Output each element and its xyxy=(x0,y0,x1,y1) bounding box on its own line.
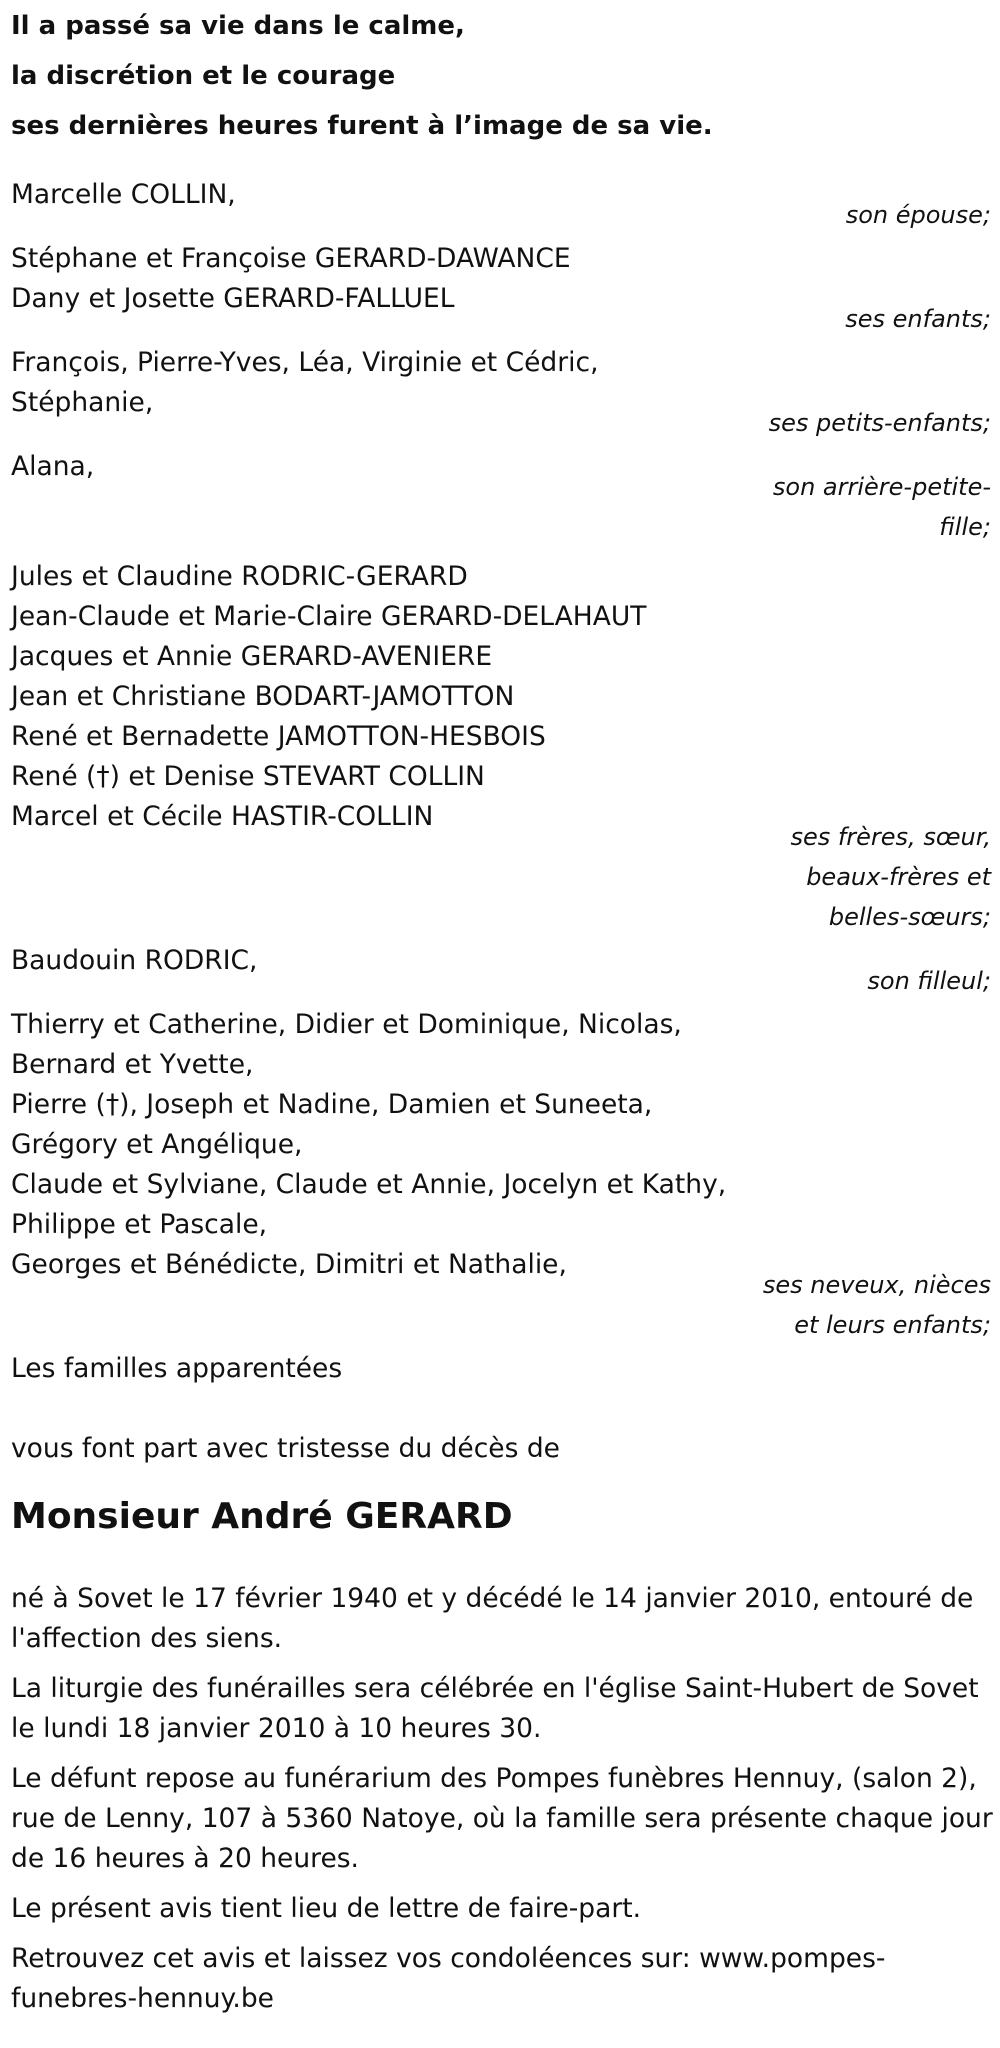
announcement xyxy=(11,1429,1000,1469)
deceased-name: Monsieur André GERARD xyxy=(11,1496,513,1537)
birth-death-paragraph: né à Sovet le 17 février 1940 et y décédé le 14 janvier 2010, entouré de l'affection des siens. xyxy=(11,1583,974,1654)
family-line: Jules et Claudine RODRIC-GERARD xyxy=(11,561,468,592)
epigraph-line: Il a passé sa vie dans le calme, xyxy=(11,11,465,41)
related-families-text: Les familles apparentées xyxy=(11,1353,343,1384)
relation-label: ses enfants; xyxy=(845,305,991,333)
family-line: Baudouin RODRIC, xyxy=(11,945,258,976)
group-children xyxy=(11,239,1000,339)
family-line: Stéphanie, xyxy=(11,387,154,418)
family-line: René (†) et Denise STEVART COLLIN xyxy=(11,761,485,792)
relation-label: ses petits-enfants; xyxy=(768,409,991,437)
relation-label: ses frères, sœur, xyxy=(790,823,991,851)
group-great-grandchild xyxy=(11,447,1000,547)
announcement-text: vous font part avec tristesse du décès de xyxy=(11,1433,560,1464)
relation-label: belles-sœurs; xyxy=(828,903,991,931)
epigraph xyxy=(11,1,1000,151)
family-line: Marcelle COLLIN, xyxy=(11,179,236,210)
family-line: Dany et Josette GERARD-FALLUEL xyxy=(11,283,455,314)
family-line: Thierry et Catherine, Didier et Dominique, Nicolas, xyxy=(11,1009,682,1040)
family-line: François, Pierre-Yves, Léa, Virginie et Cédric, xyxy=(11,347,599,378)
visitation-paragraph: Le défunt repose au funérarium des Pompes funèbres Hennuy, (salon 2), rue de Lenny, 107 à 5360 Natoye, où la famille sera présente chaque jour de 16 heures à 20 heures. xyxy=(11,1763,993,1874)
relation-label: son filleul; xyxy=(867,967,991,995)
epigraph-line: ses dernières heures furent à l’image de sa vie. xyxy=(11,111,713,141)
family-line: Jacques et Annie GERARD-AVENIERE xyxy=(11,641,493,672)
family-line: Alana, xyxy=(11,451,95,482)
relation-label: fille; xyxy=(939,513,991,541)
family-line: René et Bernadette JAMOTTON-HESBOIS xyxy=(11,721,546,752)
relation-label: beaux-frères et xyxy=(806,863,991,891)
relation-label: ses neveux, nièces xyxy=(762,1271,991,1299)
family-line: Jean et Christiane BODART-JAMOTTON xyxy=(11,681,515,712)
family-line: Marcel et Cécile HASTIR-COLLIN xyxy=(11,801,434,832)
group-siblings xyxy=(11,557,1000,937)
relation-label: son épouse; xyxy=(845,201,991,229)
family-line: Grégory et Angélique, xyxy=(11,1129,303,1160)
funeral-paragraph: La liturgie des funérailles sera célébrée en l'église Saint-Hubert de Sovet le lundi 18 janvier 2010 à 10 heures 30. xyxy=(11,1673,979,1744)
family-line: Stéphane et Françoise GERARD-DAWANCE xyxy=(11,243,571,274)
family-line: Philippe et Pascale, xyxy=(11,1209,268,1240)
related-families xyxy=(11,1349,1000,1389)
condolences-paragraph: Retrouvez cet avis et laissez vos condoléences sur: www.pompes-funebres-hennuy.be xyxy=(11,1943,886,2014)
relation-label: et leurs enfants; xyxy=(794,1311,991,1339)
family-line: Pierre (†), Joseph et Nadine, Damien et Suneeta, xyxy=(11,1089,653,1120)
family-line: Bernard et Yvette, xyxy=(11,1049,254,1080)
family-line: Jean-Claude et Marie-Claire GERARD-DELAHAUT xyxy=(11,601,647,632)
family-line: Georges et Bénédicte, Dimitri et Nathalie, xyxy=(11,1249,567,1280)
epigraph-line: la discrétion et le courage xyxy=(11,61,396,91)
notice-paragraph: Le présent avis tient lieu de lettre de faire-part. xyxy=(11,1893,642,1924)
group-grandchildren xyxy=(11,343,1000,443)
family-line: Claude et Sylviane, Claude et Annie, Jocelyn et Kathy, xyxy=(11,1169,727,1200)
relation-label: son arrière-petite- xyxy=(772,473,991,501)
group-spouse xyxy=(11,175,1000,235)
obituary-notice xyxy=(0,1,1000,2019)
group-nephews xyxy=(11,1005,1000,1345)
group-godson xyxy=(11,941,1000,1001)
